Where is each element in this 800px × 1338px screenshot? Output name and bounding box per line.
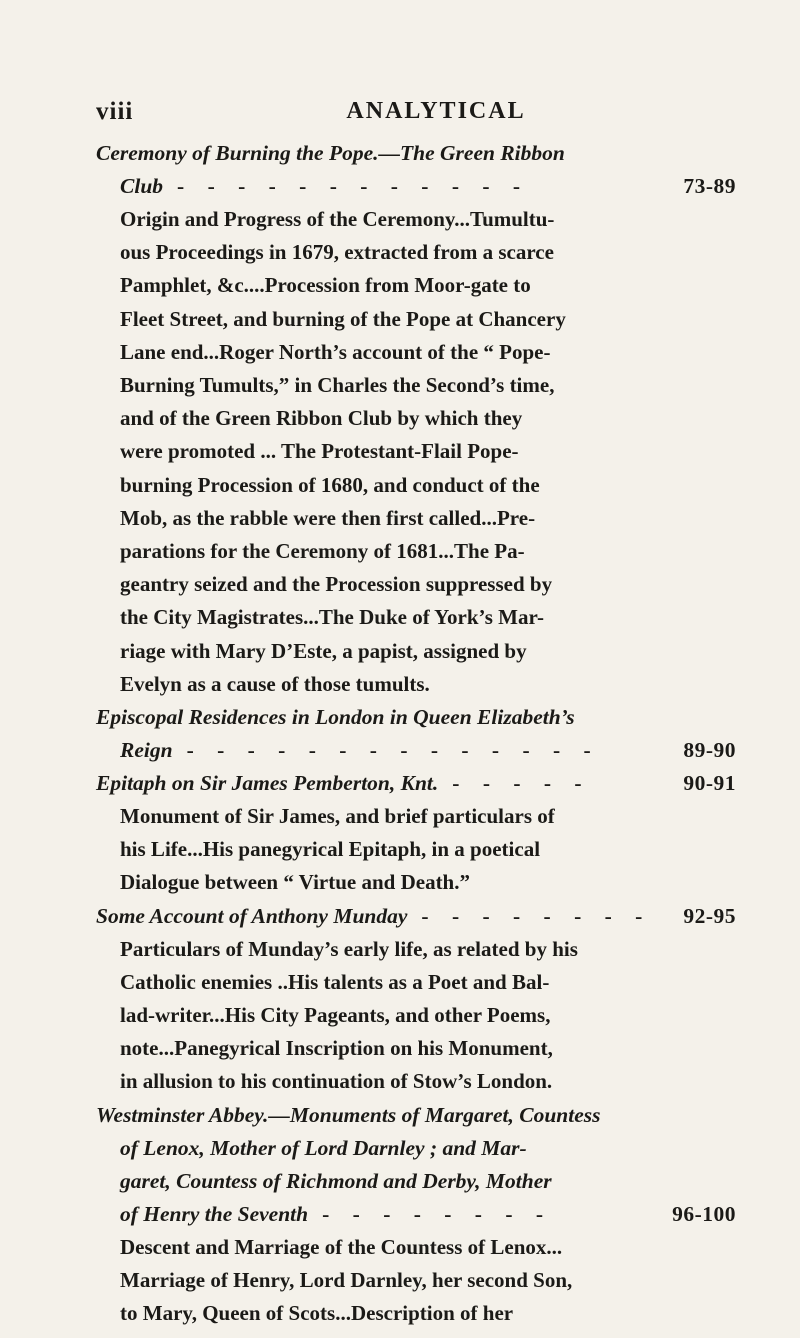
description-line: in allusion to his continuation of Stow’s London. — [120, 1069, 553, 1094]
description-line: lad-writer...His City Pageants, and other Poems, — [120, 1003, 551, 1028]
table-of-contents — [96, 137, 736, 1330]
description-line: Origin and Progress of the Ceremony...Tumultu- — [120, 207, 555, 231]
entry-title-line: Ceremony of Burning the Pope.—The Green Ribbon — [96, 141, 565, 165]
toc-entry — [96, 900, 736, 1099]
entry-pages: 92-95 — [683, 903, 736, 928]
entry-title-line: Some Account of Anthony Munday - - - - - - - - 92-95 — [96, 900, 736, 933]
description-line: Monument of Sir James, and brief particulars of — [120, 804, 555, 829]
entry-title-line: garet, Countess of Richmond and Derby, Mother — [120, 1168, 552, 1193]
dot-leader: - - - - - — [452, 771, 591, 796]
toc-entry — [96, 701, 736, 767]
entry-title-line: Westminster Abbey.—Monuments of Margaret, Countess — [96, 1102, 601, 1127]
dot-leader: - - - - - - - - — [421, 903, 652, 928]
dot-leader: - - - - - - - - - - - - — [177, 174, 530, 198]
entry-title-line: Club - - - - - - - - - - - - 73-89 — [96, 170, 736, 203]
entry-title-line: Episcopal Residences in London in Queen Elizabeth’s — [96, 705, 575, 730]
entry-pages: 96-100 — [672, 1201, 736, 1226]
description-line: burning Procession of 1680, and conduct of the — [120, 472, 540, 497]
entry-description — [96, 933, 736, 1099]
running-head: ANALYTICAL — [346, 98, 526, 124]
description-line: ous Proceedings in 1679, extracted from a scarce — [120, 240, 554, 265]
toc-entry — [96, 1099, 736, 1331]
page-number: viii — [96, 98, 134, 125]
dot-leader: - - - - - - - - — [322, 1201, 553, 1226]
description-line: the City Magistrates...The Duke of York’s Mar- — [120, 605, 545, 630]
description-line: Catholic enemies ..His talents as a Poet and Bal- — [120, 969, 550, 994]
description-line: Burning Tumults,” in Charles the Second’s time, — [120, 373, 555, 398]
description-line: Mob, as the rabble were then first called...Pre- — [120, 505, 536, 530]
toc-entry — [96, 137, 736, 701]
description-line: and of the Green Ribbon Club by which they — [120, 406, 523, 431]
description-line: riage with Mary D’Este, a papist, assigned by — [120, 638, 527, 663]
toc-entry — [96, 767, 736, 900]
page-header — [96, 98, 736, 138]
entry-title-line: Reign - - - - - - - - - - - - - - 89-90 — [96, 734, 736, 767]
description-line: to Mary, Queen of Scots...Description of her — [120, 1301, 514, 1326]
entry-description — [96, 1231, 736, 1331]
description-line: Descent and Marriage of the Countess of Lenox... — [120, 1234, 563, 1259]
entry-description — [96, 800, 736, 900]
description-line: Particulars of Munday’s early life, as related by his — [120, 936, 578, 961]
description-line: were promoted ... The Protestant-Flail Pope- — [120, 439, 519, 464]
description-line: Dialogue between “ Virtue and Death.” — [120, 870, 470, 895]
description-line: note...Panegyrical Inscription on his Monument, — [120, 1036, 553, 1061]
entry-pages: 89-90 — [683, 738, 736, 763]
entry-title-line: of Lenox, Mother of Lord Darnley ; and Mar- — [120, 1135, 527, 1160]
entry-description — [96, 203, 736, 701]
description-line: Lane end...Roger North’s account of the “ Pope- — [120, 339, 551, 364]
description-line: his Life...His panegyrical Epitaph, in a poetical — [120, 837, 541, 862]
description-line: Evelyn as a cause of those tumults. — [120, 671, 430, 696]
description-line: Fleet Street, and burning of the Pope at Chancery — [120, 306, 566, 331]
entry-pages: 73-89 — [683, 174, 736, 198]
entry-title-line: of Henry the Seventh - - - - - - - - 96-100 — [96, 1198, 736, 1231]
description-line: Pamphlet, &c....Procession from Moor-gate to — [120, 273, 531, 298]
entry-pages: 90-91 — [683, 771, 736, 796]
description-line: Marriage of Henry, Lord Darnley, her second Son, — [120, 1267, 573, 1292]
description-line: parations for the Ceremony of 1681...The Pa- — [120, 539, 525, 564]
entry-title-line: Epitaph on Sir James Pemberton, Knt. - - - - - 90-91 — [96, 767, 736, 800]
dot-leader: - - - - - - - - - - - - - - — [186, 738, 600, 763]
description-line: geantry seized and the Procession suppressed by — [120, 572, 553, 597]
